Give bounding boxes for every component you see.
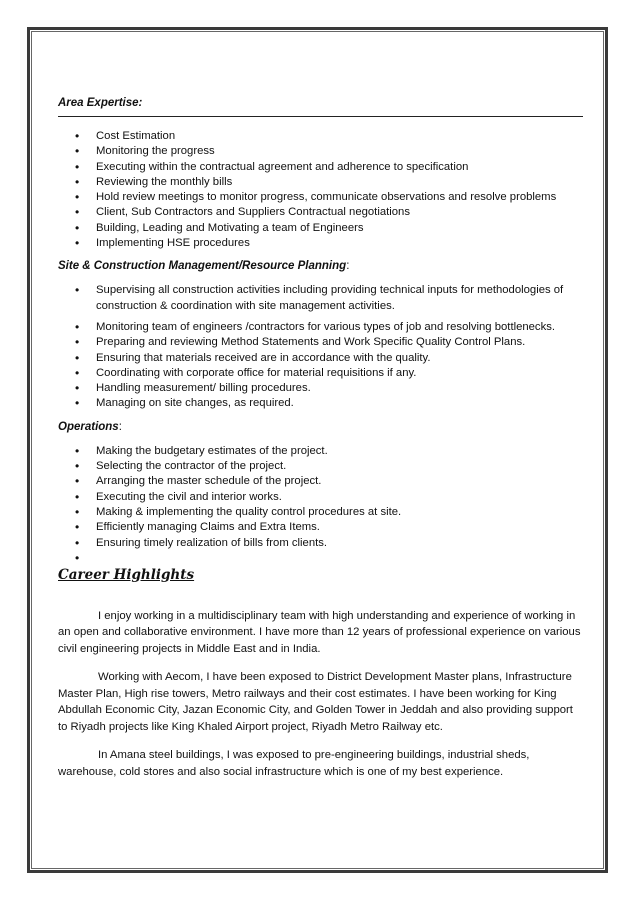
list-item: • Handling measurement/ billing procedures.: [58, 381, 583, 396]
operations-heading: [58, 420, 583, 434]
list-item: • Efficiently managing Claims and Extra Items.: [58, 520, 583, 535]
list-item: • Monitoring the progress: [58, 144, 583, 159]
career-paragraph: I enjoy working in a multidisciplinary team with high understanding and experience of working in an open and collaborative environment. I have more than 12 years of professional experience on various civil engineering projects in Middle East and in India.: [58, 609, 581, 655]
list-item: • Executing within the contractual agreement and adherence to specification: [58, 160, 583, 175]
area-expertise-list: [58, 129, 583, 251]
list-item: • Client, Sub Contractors and Suppliers Contractual negotiations: [58, 205, 583, 220]
list-item: • Executing the civil and interior works.: [58, 490, 583, 505]
list-item: • Cost Estimation: [58, 129, 583, 144]
list-item: • Managing on site changes, as required.: [58, 396, 583, 411]
list-item: • Making the budgetary estimates of the project.: [58, 444, 583, 459]
list-item: • Monitoring team of engineers /contractors for various types of job and resolving bottlenecks.: [58, 320, 583, 335]
site-construction-heading-colon: :: [346, 260, 350, 273]
list-item-empty: [58, 551, 583, 566]
list-item: • Selecting the contractor of the project.: [58, 459, 583, 474]
list-item: • Implementing HSE procedures: [58, 236, 583, 251]
area-expertise-heading: Area Expertise:: [58, 97, 143, 109]
career-highlights-title: Career Highlights: [58, 566, 195, 583]
list-item: • Preparing and reviewing Method Statements and Work Specific Quality Control Plans.: [58, 335, 583, 350]
career-paragraph: Working with Aecom, I have been exposed to District Development Master plans, Infrastructure Master Plan, High rise towers, Metro railways and their cost estimates. I have been working for King Abdullah Economic City, Jazan Economic City, and Golden Tower in Jeddah and also providing support to Riyadh projects like King Khaled Airport project, Riyadh Metro Railway etc.: [58, 671, 573, 733]
list-item: • Supervising all construction activities including providing technical inputs for methodologies of construction & coordination with site management activities.: [58, 283, 583, 314]
career-paragraph: In Amana steel buildings, I was exposed to pre-engineering buildings, industrial sheds, warehouse, cold stores and also social infrastructure which is one of my best experience.: [58, 749, 530, 778]
site-construction-heading-text: Site & Construction Management/Resource Planning: [58, 260, 347, 273]
operations-heading-text: Operations: [58, 420, 119, 433]
site-construction-list: [58, 283, 583, 411]
list-item: • Hold review meetings to monitor progress, communicate observations and resolve problems: [58, 190, 583, 205]
list-item: • Reviewing the monthly bills: [58, 175, 583, 190]
operations-heading-colon: :: [118, 420, 122, 433]
list-item: • Making & implementing the quality control procedures at site.: [58, 505, 583, 520]
site-construction-heading: [58, 259, 583, 273]
list-item: • Ensuring timely realization of bills from clients.: [58, 536, 583, 551]
list-item: • Building, Leading and Motivating a team of Engineers: [58, 221, 583, 236]
list-item: • Arranging the master schedule of the project.: [58, 474, 583, 489]
list-item: • Ensuring that materials received are in accordance with the quality.: [58, 351, 583, 366]
heading-rule: [58, 116, 583, 117]
list-item: • Coordinating with corporate office for material requisitions if any.: [58, 366, 583, 381]
document-content: [58, 96, 583, 780]
operations-list: [58, 444, 583, 566]
